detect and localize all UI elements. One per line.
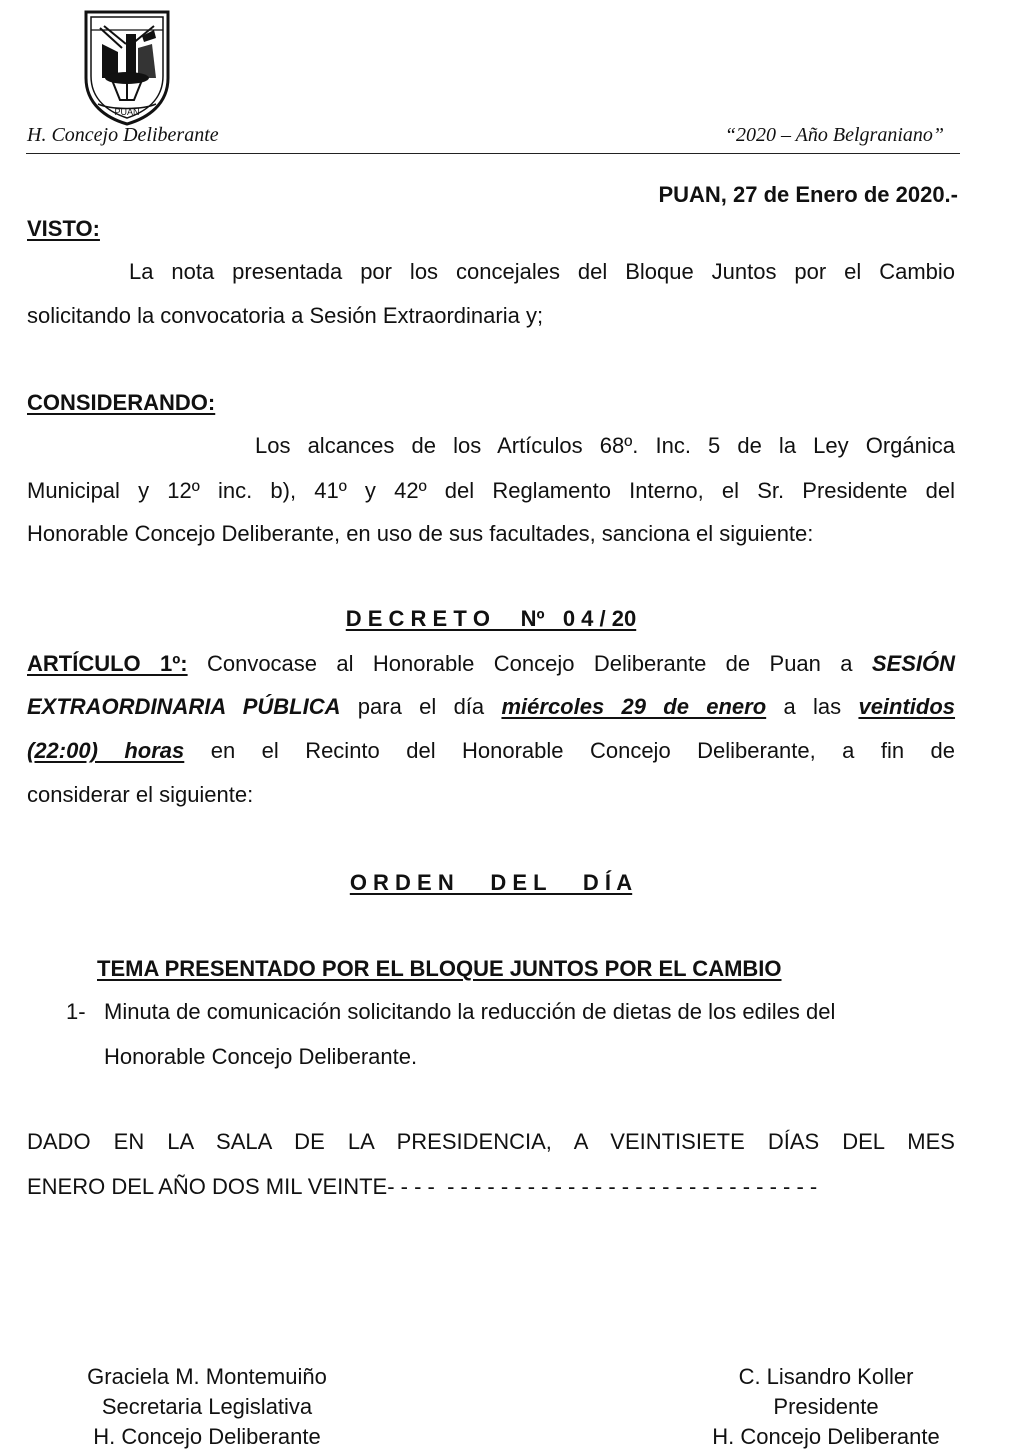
tema-item-number: 1- [66, 999, 86, 1024]
visto-heading: VISTO: [27, 216, 100, 241]
signature-secretary [62, 1362, 352, 1452]
articulo-line-2: EXTRAORDINARIA PÚBLICA para el día miércoles 29 de enero a las veintidos [27, 694, 956, 719]
orden-del-dia-title: O R D E N D E L D Í A [349, 870, 633, 895]
considerando-heading: CONSIDERANDO: [27, 390, 216, 415]
dado-line-1: DADO EN LA SALA DE LA PRESIDENCIA, A VEINTISIETE DÍAS DEL MES [27, 1129, 955, 1154]
considerando-line-2: Municipal y 12º inc. b), 41º y 42º del Reglamento Interno, el Sr. Presidente del [27, 478, 955, 503]
decreto-title: D E C R E T O Nº 0 4 / 20 [345, 606, 637, 631]
visto-line-1: La nota presentada por los concejales del Bloque Juntos por el Cambio [129, 259, 955, 284]
header-year-motto: “2020 – Año Belgraniano” [724, 124, 944, 146]
document-date: PUAN, 27 de Enero de 2020.- [658, 182, 958, 207]
visto-line-2: solicitando la convocatoria a Sesión Extraordinaria y; [27, 303, 544, 328]
tema-title: TEMA PRESENTADO POR EL BLOQUE JUNTOS POR EL CAMBIO [97, 956, 782, 981]
signature-secretary-role: Secretaria Legislativa [101, 1394, 313, 1419]
articulo-line-4: considerar el siguiente: [27, 782, 254, 807]
puan-coat-of-arms-logo [82, 8, 172, 126]
signature-secretary-name: Graciela M. Montemuiño [87, 1364, 327, 1389]
tema-item-line-1: Minuta de comunicación solicitando la reducción de dietas de los ediles del [104, 999, 836, 1024]
signature-president [686, 1362, 966, 1452]
signature-president-body: H. Concejo Deliberante [712, 1424, 940, 1449]
signature-president-name: C. Lisandro Koller [738, 1364, 914, 1389]
considerando-line-3: Honorable Concejo Deliberante, en uso de sus facultades, sanciona el siguiente: [27, 521, 814, 546]
session-time: veintidos [858, 694, 956, 719]
articulo-line-1: ARTÍCULO 1º: Convocase al Honorable Concejo Deliberante de Puan a SESIÓN [27, 651, 955, 676]
articulo-label: ARTÍCULO 1º: [27, 651, 188, 676]
dado-line-2: ENERO DEL AÑO DOS MIL VEINTE- - - - - - - - - - - - - - - - - - - - - - - - - - - - - - - - [27, 1174, 818, 1199]
header-institution: H. Concejo Deliberante [27, 124, 219, 146]
tema-item-line-2: Honorable Concejo Deliberante. [104, 1044, 418, 1069]
signature-president-role: Presidente [773, 1394, 879, 1419]
articulo-line-3: (22:00) horas en el Recinto del Honorable Concejo Deliberante, a fin de [27, 738, 956, 763]
header-divider [26, 153, 960, 154]
svg-text:PUAN: PUAN [114, 107, 140, 117]
considerando-line-1: Los alcances de los Artículos 68º. Inc. 5 de la Ley Orgánica [255, 433, 955, 458]
session-date: miércoles 29 de enero [501, 694, 767, 719]
signature-secretary-body: H. Concejo Deliberante [93, 1424, 321, 1449]
